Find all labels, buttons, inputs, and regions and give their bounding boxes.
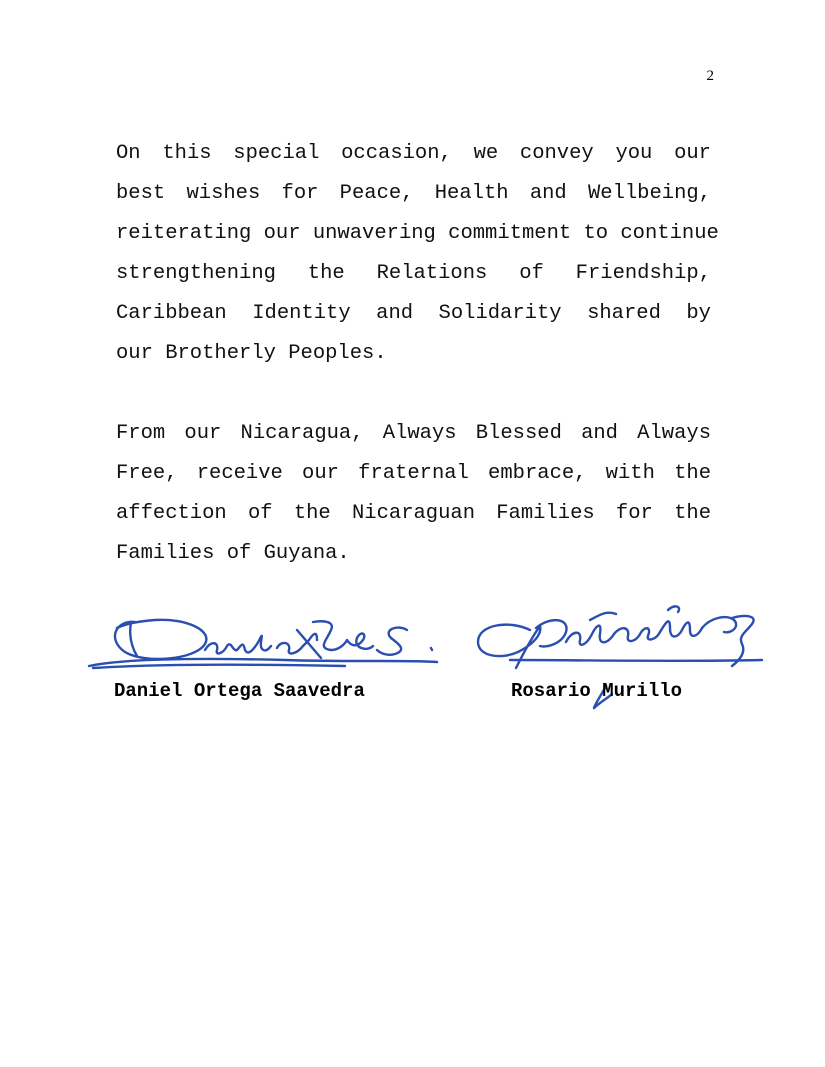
paragraph-line: reiterating our unwavering commitment to continue (116, 222, 719, 245)
paragraph-line: Families of Guyana. (116, 542, 350, 565)
paragraph-line: affection of the Nicaraguan Families for the (116, 502, 711, 525)
paragraph-greeting (116, 134, 719, 374)
page-number: 2 (706, 68, 714, 84)
signer-name-left: Daniel Ortega Saavedra (114, 680, 365, 702)
paragraph-line: our Brotherly Peoples. (116, 342, 387, 365)
signer-name-right: Rosario Murillo (511, 680, 683, 702)
paragraph-line: best wishes for Peace, Health and Wellbeing, (116, 182, 711, 205)
paragraph-line: From our Nicaragua, Always Blessed and Always (116, 422, 711, 445)
paragraph-line: Caribbean Identity and Solidarity shared by (116, 302, 711, 325)
paragraph-closing (116, 414, 711, 574)
paragraph-line: strengthening the Relations of Friendship, (116, 262, 711, 285)
signature-daniel-ortega (85, 600, 445, 680)
paragraph-line: On this special occasion, we convey you our (116, 142, 711, 165)
paragraph-line: Free, receive our fraternal embrace, with the (116, 462, 711, 485)
